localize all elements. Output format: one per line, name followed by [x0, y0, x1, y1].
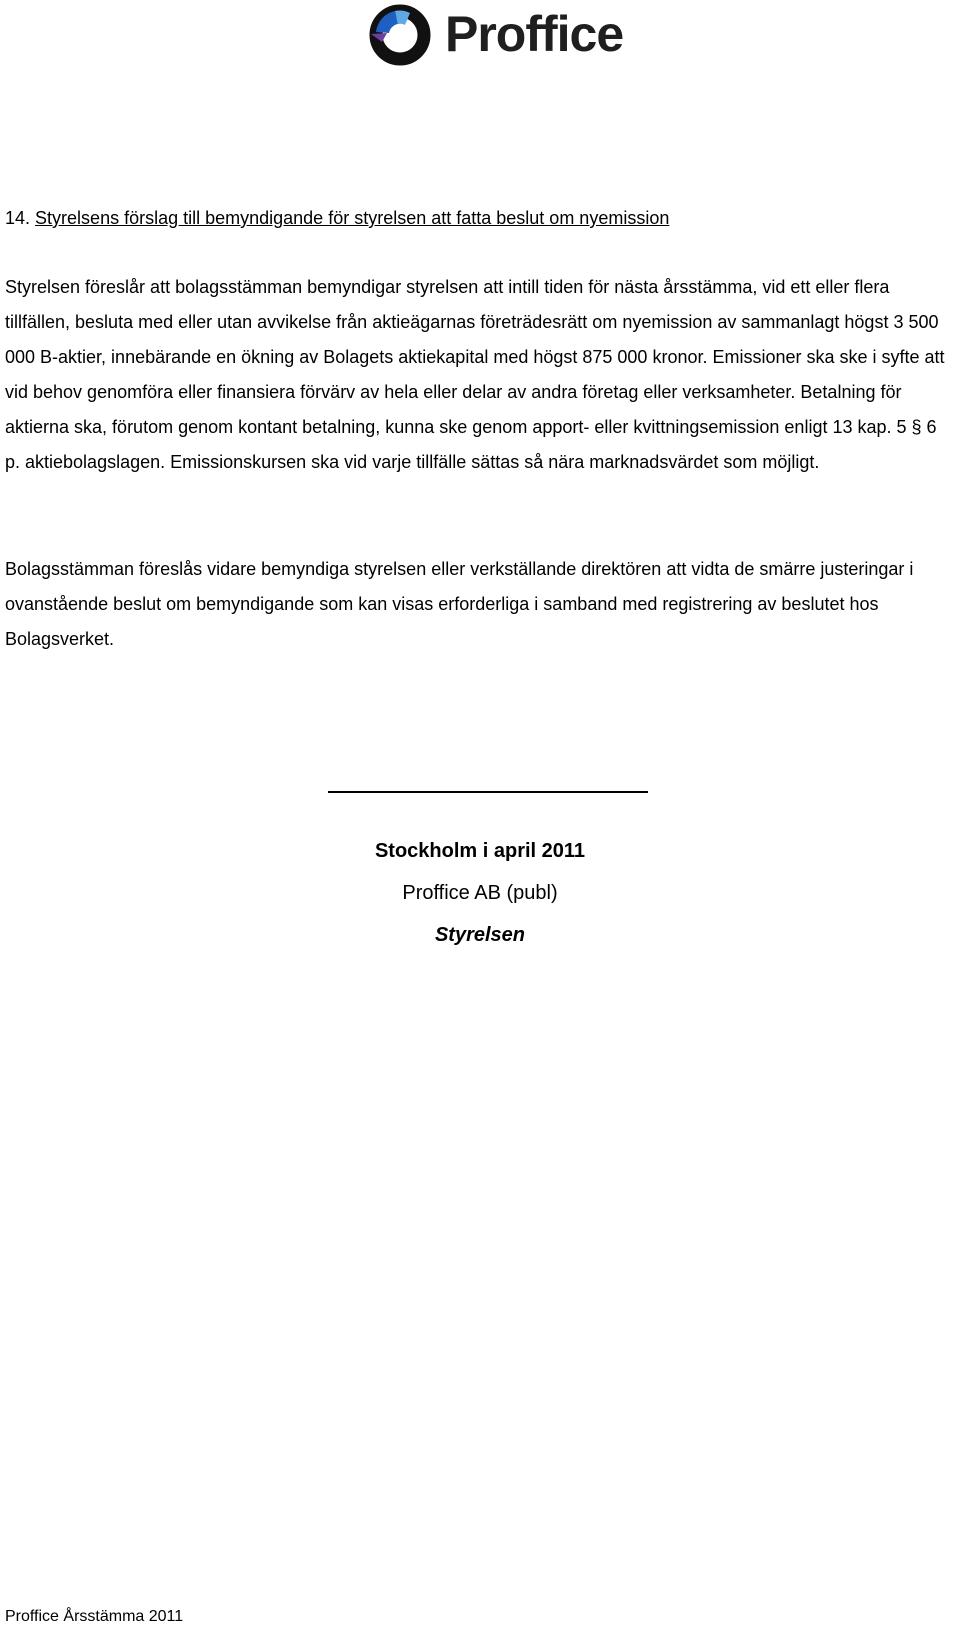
- logo-wordmark: Proffice: [445, 6, 624, 62]
- signature-city-date: Stockholm i april 2011: [374, 840, 586, 862]
- paragraph-authorization: Styrelsen föreslår att bolagsstämman bemyndigar styrelsen att intill tiden för nästa årsstämma, vid ett eller flera tillfällen, besluta med eller utan avvikelse från aktieägarnas företrädesrätt om nyemission av sammanlagt högst 3 500 000 B-aktier, innebärande en ökning av Bolagets aktiekapital med högst 875 000 kronor. Emissioner ska ske i syfte att vid behov genomföra eller finansiera förvärv av hela eller delar av andra företag eller verksamheter. Betalning för aktierna ska, förutom genom kontant betalning, kunna ske genom apport- eller kvittningsemission enligt 13 kap. 5 § 6 p. aktiebolagslagen. Emissionskursen ska vid varje tillfälle sättas så nära marknadsvärdet som möjligt.: [5, 277, 945, 472]
- signature-line: [328, 791, 648, 793]
- company-logo: [365, 2, 624, 66]
- page-footer: Proffice Årsstämma 2011: [5, 1608, 184, 1625]
- signature-company: Proffice AB (publ): [402, 882, 558, 904]
- paragraph-adjustments: Bolagsstämman föreslås vidare bemyndiga styrelsen eller verkställande direktören att vidta de smärre justeringar i ovanstående beslut om bemyndigande som kan visas erforderliga i samband med registrering av beslutet hos Bolagsverket.: [5, 559, 914, 649]
- section-number: 14.: [5, 208, 31, 228]
- section-heading: [5, 207, 669, 229]
- logo-ring-icon: [365, 2, 441, 66]
- section-title: Styrelsens förslag till bemyndigande för styrelsen att fatta beslut om nyemission: [35, 208, 670, 228]
- signature-board: Styrelsen: [434, 924, 526, 946]
